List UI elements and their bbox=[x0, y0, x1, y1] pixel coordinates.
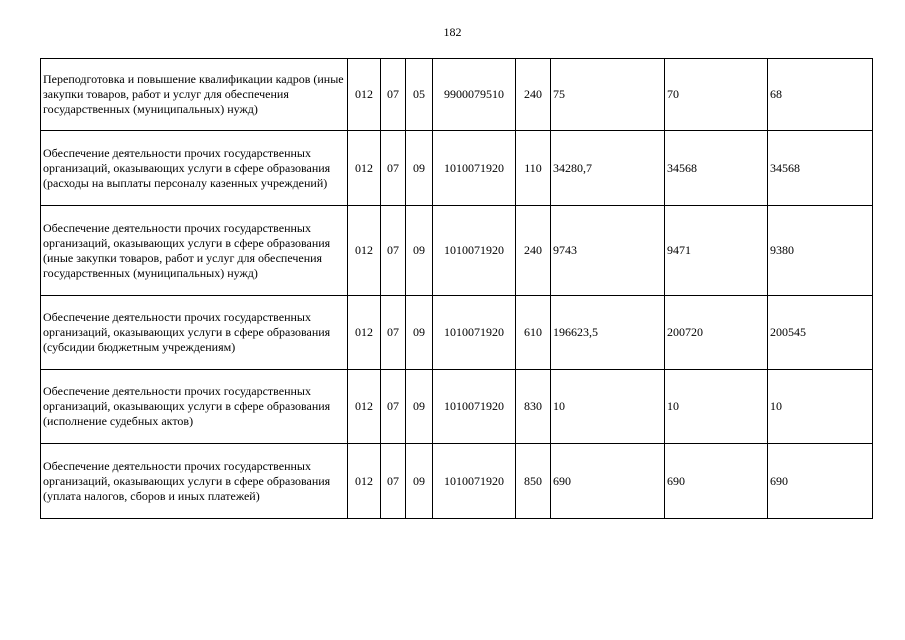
expense-type-code: 240 bbox=[516, 206, 551, 296]
target-code: 1010071920 bbox=[433, 131, 516, 206]
target-code: 1010071920 bbox=[433, 296, 516, 370]
budget-table bbox=[40, 58, 873, 519]
sum-year-2: 690 bbox=[665, 444, 768, 519]
subsection-code: 09 bbox=[406, 206, 433, 296]
sum-year-1: 9743 bbox=[551, 206, 665, 296]
sum-year-2: 9471 bbox=[665, 206, 768, 296]
section-code: 07 bbox=[381, 444, 406, 519]
section-code: 07 bbox=[381, 370, 406, 444]
ministry-code: 012 bbox=[348, 131, 381, 206]
table-row bbox=[41, 370, 873, 444]
expense-type-code: 830 bbox=[516, 370, 551, 444]
expense-type-code: 110 bbox=[516, 131, 551, 206]
sum-year-3: 690 bbox=[768, 444, 873, 519]
table-row bbox=[41, 206, 873, 296]
sum-year-2: 70 bbox=[665, 59, 768, 131]
target-code: 1010071920 bbox=[433, 370, 516, 444]
ministry-code: 012 bbox=[348, 206, 381, 296]
table-row bbox=[41, 296, 873, 370]
expense-type-code: 850 bbox=[516, 444, 551, 519]
sum-year-1: 75 bbox=[551, 59, 665, 131]
row-description: Переподготовка и повышение квалификации кадров (иные закупки товаров, работ и услуг для обеспечения государственных (муниципальных) нужд) bbox=[41, 59, 348, 131]
sum-year-2: 200720 bbox=[665, 296, 768, 370]
subsection-code: 09 bbox=[406, 444, 433, 519]
subsection-code: 09 bbox=[406, 296, 433, 370]
target-code: 1010071920 bbox=[433, 206, 516, 296]
sum-year-3: 10 bbox=[768, 370, 873, 444]
section-code: 07 bbox=[381, 131, 406, 206]
section-code: 07 bbox=[381, 206, 406, 296]
page-number: 182 bbox=[443, 25, 462, 39]
sum-year-1: 10 bbox=[551, 370, 665, 444]
row-description: Обеспечение деятельности прочих государственных организаций, оказывающих услуги в сфере образования (иные закупки товаров, работ и услуг для обеспечения государственных (муниципальных) нужд) bbox=[41, 206, 348, 296]
sum-year-3: 9380 bbox=[768, 206, 873, 296]
sum-year-1: 34280,7 bbox=[551, 131, 665, 206]
sum-year-3: 68 bbox=[768, 59, 873, 131]
ministry-code: 012 bbox=[348, 370, 381, 444]
subsection-code: 09 bbox=[406, 131, 433, 206]
row-description: Обеспечение деятельности прочих государственных организаций, оказывающих услуги в сфере образования (расходы на выплаты персоналу казенных учреждений) bbox=[41, 131, 348, 206]
sum-year-3: 200545 bbox=[768, 296, 873, 370]
ministry-code: 012 bbox=[348, 296, 381, 370]
row-description: Обеспечение деятельности прочих государственных организаций, оказывающих услуги в сфере образования (уплата налогов, сборов и иных платежей) bbox=[41, 444, 348, 519]
table-row bbox=[41, 59, 873, 131]
table-row bbox=[41, 444, 873, 519]
ministry-code: 012 bbox=[348, 444, 381, 519]
table-row bbox=[41, 131, 873, 206]
sum-year-3: 34568 bbox=[768, 131, 873, 206]
subsection-code: 09 bbox=[406, 370, 433, 444]
ministry-code: 012 bbox=[348, 59, 381, 131]
expense-type-code: 240 bbox=[516, 59, 551, 131]
section-code: 07 bbox=[381, 296, 406, 370]
sum-year-1: 196623,5 bbox=[551, 296, 665, 370]
expense-type-code: 610 bbox=[516, 296, 551, 370]
row-description: Обеспечение деятельности прочих государственных организаций, оказывающих услуги в сфере образования (субсидии бюджетным учреждениям) bbox=[41, 296, 348, 370]
target-code: 1010071920 bbox=[433, 444, 516, 519]
sum-year-1: 690 bbox=[551, 444, 665, 519]
subsection-code: 05 bbox=[406, 59, 433, 131]
row-description: Обеспечение деятельности прочих государственных организаций, оказывающих услуги в сфере образования (исполнение судебных актов) bbox=[41, 370, 348, 444]
sum-year-2: 10 bbox=[665, 370, 768, 444]
sum-year-2: 34568 bbox=[665, 131, 768, 206]
target-code: 9900079510 bbox=[433, 59, 516, 131]
section-code: 07 bbox=[381, 59, 406, 131]
